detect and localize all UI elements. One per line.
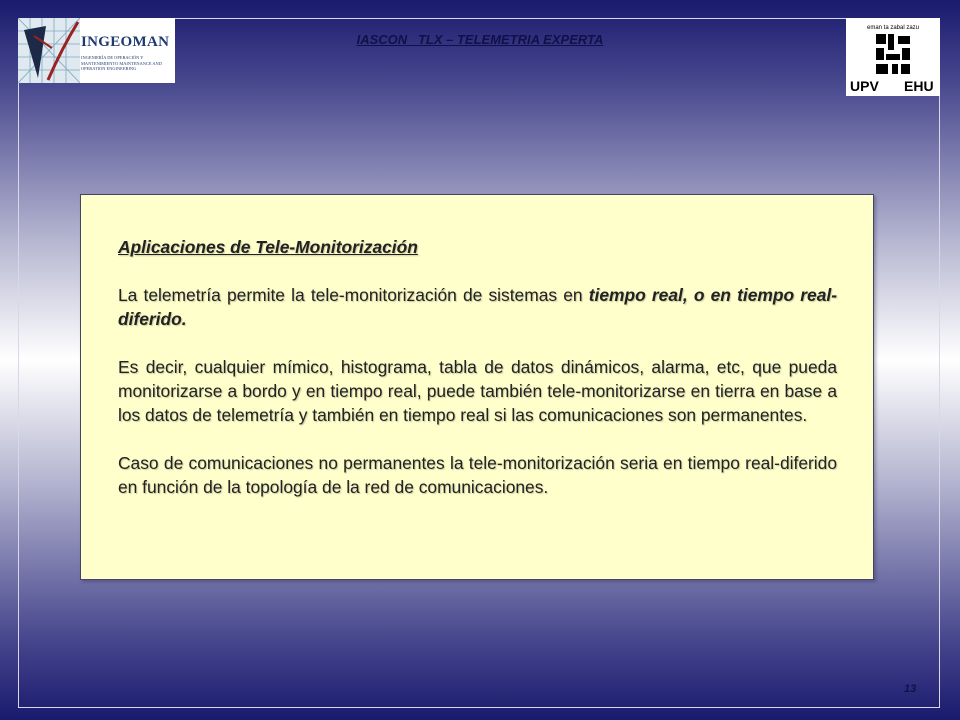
upv-ehu-logo xyxy=(846,18,940,96)
content-panel xyxy=(80,194,874,580)
paragraph-telemetry-emphasis: tiempo real, o en tiempo real-diferido. xyxy=(118,285,837,329)
paragraph-monitoring: Es decir, cualquier mímico, histograma, tabla de datos dinámicos, alarma, etc, que pueda monitorizarse a bordo y en tiempo real, puede también tele-monitorizarse en tierra en base a los datos de telemetría y también en tiempo real si las comunicaciones son permanentes. xyxy=(118,357,837,425)
upv-motto: eman ta zabal zazu xyxy=(866,25,920,31)
upv-label: UPV xyxy=(850,78,879,94)
ingeoman-emblem-icon xyxy=(18,18,80,83)
ingeoman-logo xyxy=(18,18,175,83)
university-emblem-icon xyxy=(874,32,912,76)
ingeoman-tagline: INGENIERÍA DE OPERACIÓN Y MANTENIMIENTO MAINTENANCE AND OPERATION ENGINEERING xyxy=(81,55,162,72)
paragraph-telemetry xyxy=(118,283,837,331)
paragraph-telemetry-text: La telemetría permite la tele-monitorización de sistemas en xyxy=(118,285,589,305)
slide-heading: Aplicaciones de Tele-Monitorización xyxy=(118,237,418,257)
header-title: IASCON TLX – TELEMETRIA EXPERTA xyxy=(356,32,604,47)
slide-content xyxy=(118,235,837,499)
page-number: 13 xyxy=(904,683,917,695)
ingeoman-brand: INGEOMAN xyxy=(81,34,170,50)
ehu-label: EHU xyxy=(904,78,934,94)
paragraph-non-permanent: Caso de comunicaciones no permanentes la tele-monitorización seria en tiempo real-diferido en función de la topología de la red de comunicaciones. xyxy=(118,453,837,497)
